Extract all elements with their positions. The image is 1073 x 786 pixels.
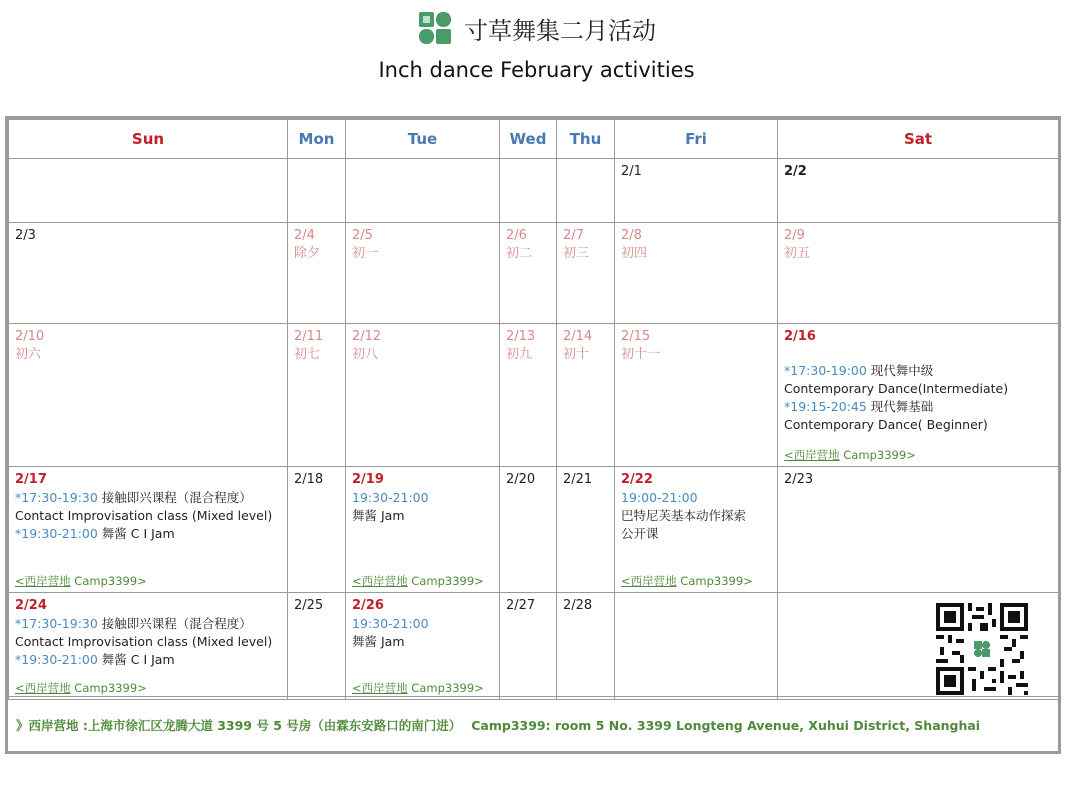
day-cell xyxy=(288,159,346,223)
address-en: Camp3399: room 5 No. 3399 Longteng Avenue, Xuhui District, Shanghai xyxy=(471,718,981,733)
qr-code-icon xyxy=(936,603,1028,695)
date-label: 2/17 xyxy=(15,472,47,487)
day-cell xyxy=(615,593,778,700)
day-cell xyxy=(346,223,500,324)
day-cell xyxy=(778,223,1059,324)
lunar-date: 初五 xyxy=(784,246,811,261)
date-label: 2/11 xyxy=(294,329,324,344)
date-label: 2/18 xyxy=(294,472,324,487)
day-cell xyxy=(557,593,615,700)
day-cell xyxy=(500,159,557,223)
day-cell xyxy=(9,223,288,324)
event-line: Contemporary Dance(Intermediate) xyxy=(784,381,1009,396)
day-cell xyxy=(557,324,615,467)
date-label: 2/6 xyxy=(506,228,527,243)
date-label: 2/9 xyxy=(784,228,805,243)
day-cell xyxy=(778,467,1059,593)
event-line: Contact Improvisation class (Mixed level) xyxy=(15,508,273,523)
day-cell xyxy=(346,593,500,700)
event-line: 19:30-21:00 xyxy=(352,490,429,505)
venue-label: <西岸营地 Camp3399> xyxy=(352,681,484,695)
header-fri: Fri xyxy=(615,120,778,159)
event-line: 舞酱 Jam xyxy=(352,508,405,523)
date-label: 2/13 xyxy=(506,329,536,344)
lunar-date: 初九 xyxy=(506,347,533,362)
weekday-header-row xyxy=(9,120,1059,159)
venue-address-footer xyxy=(8,696,1058,754)
date-label: 2/7 xyxy=(563,228,584,243)
day-cell xyxy=(778,159,1059,223)
lunar-date: 初三 xyxy=(563,246,590,261)
lunar-date: 除夕 xyxy=(294,246,321,261)
day-cell xyxy=(615,467,778,593)
event-line: *19:30-21:00 舞酱 C I Jam xyxy=(15,652,175,667)
date-label: 2/24 xyxy=(15,598,47,613)
date-label: 2/8 xyxy=(621,228,642,243)
venue-label: <西岸营地 Camp3399> xyxy=(352,574,484,588)
week-row xyxy=(9,223,1059,324)
day-cell xyxy=(500,324,557,467)
lunar-date: 初四 xyxy=(621,246,648,261)
date-label: 2/2 xyxy=(784,164,807,179)
day-cell xyxy=(500,467,557,593)
week-row xyxy=(9,467,1059,593)
venue-label: <西岸营地 Camp3399> xyxy=(784,448,916,462)
calendar xyxy=(5,116,1061,754)
day-cell xyxy=(778,593,1059,700)
leaf-logo-icon xyxy=(417,10,453,46)
venue-label: <西岸营地 Camp3399> xyxy=(621,574,753,588)
venue-label: <西岸营地 Camp3399> xyxy=(15,574,147,588)
event-line: 19:30-21:00 xyxy=(352,616,429,631)
event-line: *19:15-20:45 现代舞基础 xyxy=(784,399,934,414)
event-line: Contact Improvisation class (Mixed level) xyxy=(15,634,273,649)
day-cell xyxy=(288,223,346,324)
lunar-date: 初十 xyxy=(563,347,590,362)
week-row xyxy=(9,159,1059,223)
page-header xyxy=(0,10,1073,46)
day-cell xyxy=(9,324,288,467)
date-label: 2/28 xyxy=(563,598,593,613)
day-cell xyxy=(557,223,615,324)
date-label: 2/26 xyxy=(352,598,384,613)
date-label: 2/3 xyxy=(15,228,36,243)
lunar-date: 初一 xyxy=(352,246,379,261)
date-label: 2/23 xyxy=(784,472,814,487)
date-label: 2/12 xyxy=(352,329,382,344)
event-line: 公开课 xyxy=(621,526,659,541)
day-cell xyxy=(346,324,500,467)
week-row xyxy=(9,593,1059,700)
lunar-date: 初八 xyxy=(352,347,379,362)
header-sun: Sun xyxy=(9,120,288,159)
day-cell xyxy=(346,467,500,593)
event-line: *17:30-19:30 接触即兴课程（混合程度） xyxy=(15,616,252,631)
lunar-date: 初二 xyxy=(506,246,533,261)
header-mon: Mon xyxy=(288,120,346,159)
date-label: 2/22 xyxy=(621,472,653,487)
page-title-cn: 寸草舞集二月活动 xyxy=(464,16,657,45)
day-cell xyxy=(778,324,1059,467)
address-cn: 》西岸营地 :上海市徐汇区龙腾大道 3399 号 5 号房（由霖东安路口的南门进） xyxy=(16,718,462,733)
day-cell xyxy=(500,223,557,324)
date-label: 2/1 xyxy=(621,164,642,179)
day-cell xyxy=(615,159,778,223)
day-cell xyxy=(557,467,615,593)
event-line: 舞酱 Jam xyxy=(352,634,405,649)
day-cell xyxy=(9,159,288,223)
event-line: *17:30-19:00 现代舞中级 xyxy=(784,363,934,378)
date-label: 2/16 xyxy=(784,329,816,344)
date-label: 2/10 xyxy=(15,329,45,344)
date-label: 2/27 xyxy=(506,598,536,613)
day-cell xyxy=(500,593,557,700)
event-line: *17:30-19:30 接触即兴课程（混合程度） xyxy=(15,490,252,505)
day-cell xyxy=(288,324,346,467)
date-label: 2/25 xyxy=(294,598,324,613)
venue-label: <西岸营地 Camp3399> xyxy=(15,681,147,695)
day-cell xyxy=(615,223,778,324)
header-sat: Sat xyxy=(778,120,1059,159)
header-wed: Wed xyxy=(500,120,557,159)
lunar-date: 初六 xyxy=(15,347,42,362)
day-cell xyxy=(288,593,346,700)
date-label: 2/5 xyxy=(352,228,373,243)
page-title-en: Inch dance February activities xyxy=(378,58,695,82)
event-line: 巴特尼芙基本动作探索 xyxy=(621,508,747,523)
date-label: 2/19 xyxy=(352,472,384,487)
date-label: 2/14 xyxy=(563,329,593,344)
date-label: 2/4 xyxy=(294,228,315,243)
date-label: 2/21 xyxy=(563,472,593,487)
day-cell xyxy=(9,467,288,593)
day-cell xyxy=(9,593,288,700)
event-line: Contemporary Dance( Beginner) xyxy=(784,417,988,432)
event-line: 19:00-21:00 xyxy=(621,490,698,505)
header-tue: Tue xyxy=(346,120,500,159)
date-label: 2/15 xyxy=(621,329,651,344)
calendar-table xyxy=(8,119,1059,700)
date-label: 2/20 xyxy=(506,472,536,487)
day-cell xyxy=(346,159,500,223)
week-row xyxy=(9,324,1059,467)
day-cell xyxy=(288,467,346,593)
lunar-date: 初十一 xyxy=(621,347,661,362)
header-thu: Thu xyxy=(557,120,615,159)
lunar-date: 初七 xyxy=(294,347,321,362)
day-cell xyxy=(557,159,615,223)
day-cell xyxy=(615,324,778,467)
event-line: *19:30-21:00 舞酱 C I Jam xyxy=(15,526,175,541)
